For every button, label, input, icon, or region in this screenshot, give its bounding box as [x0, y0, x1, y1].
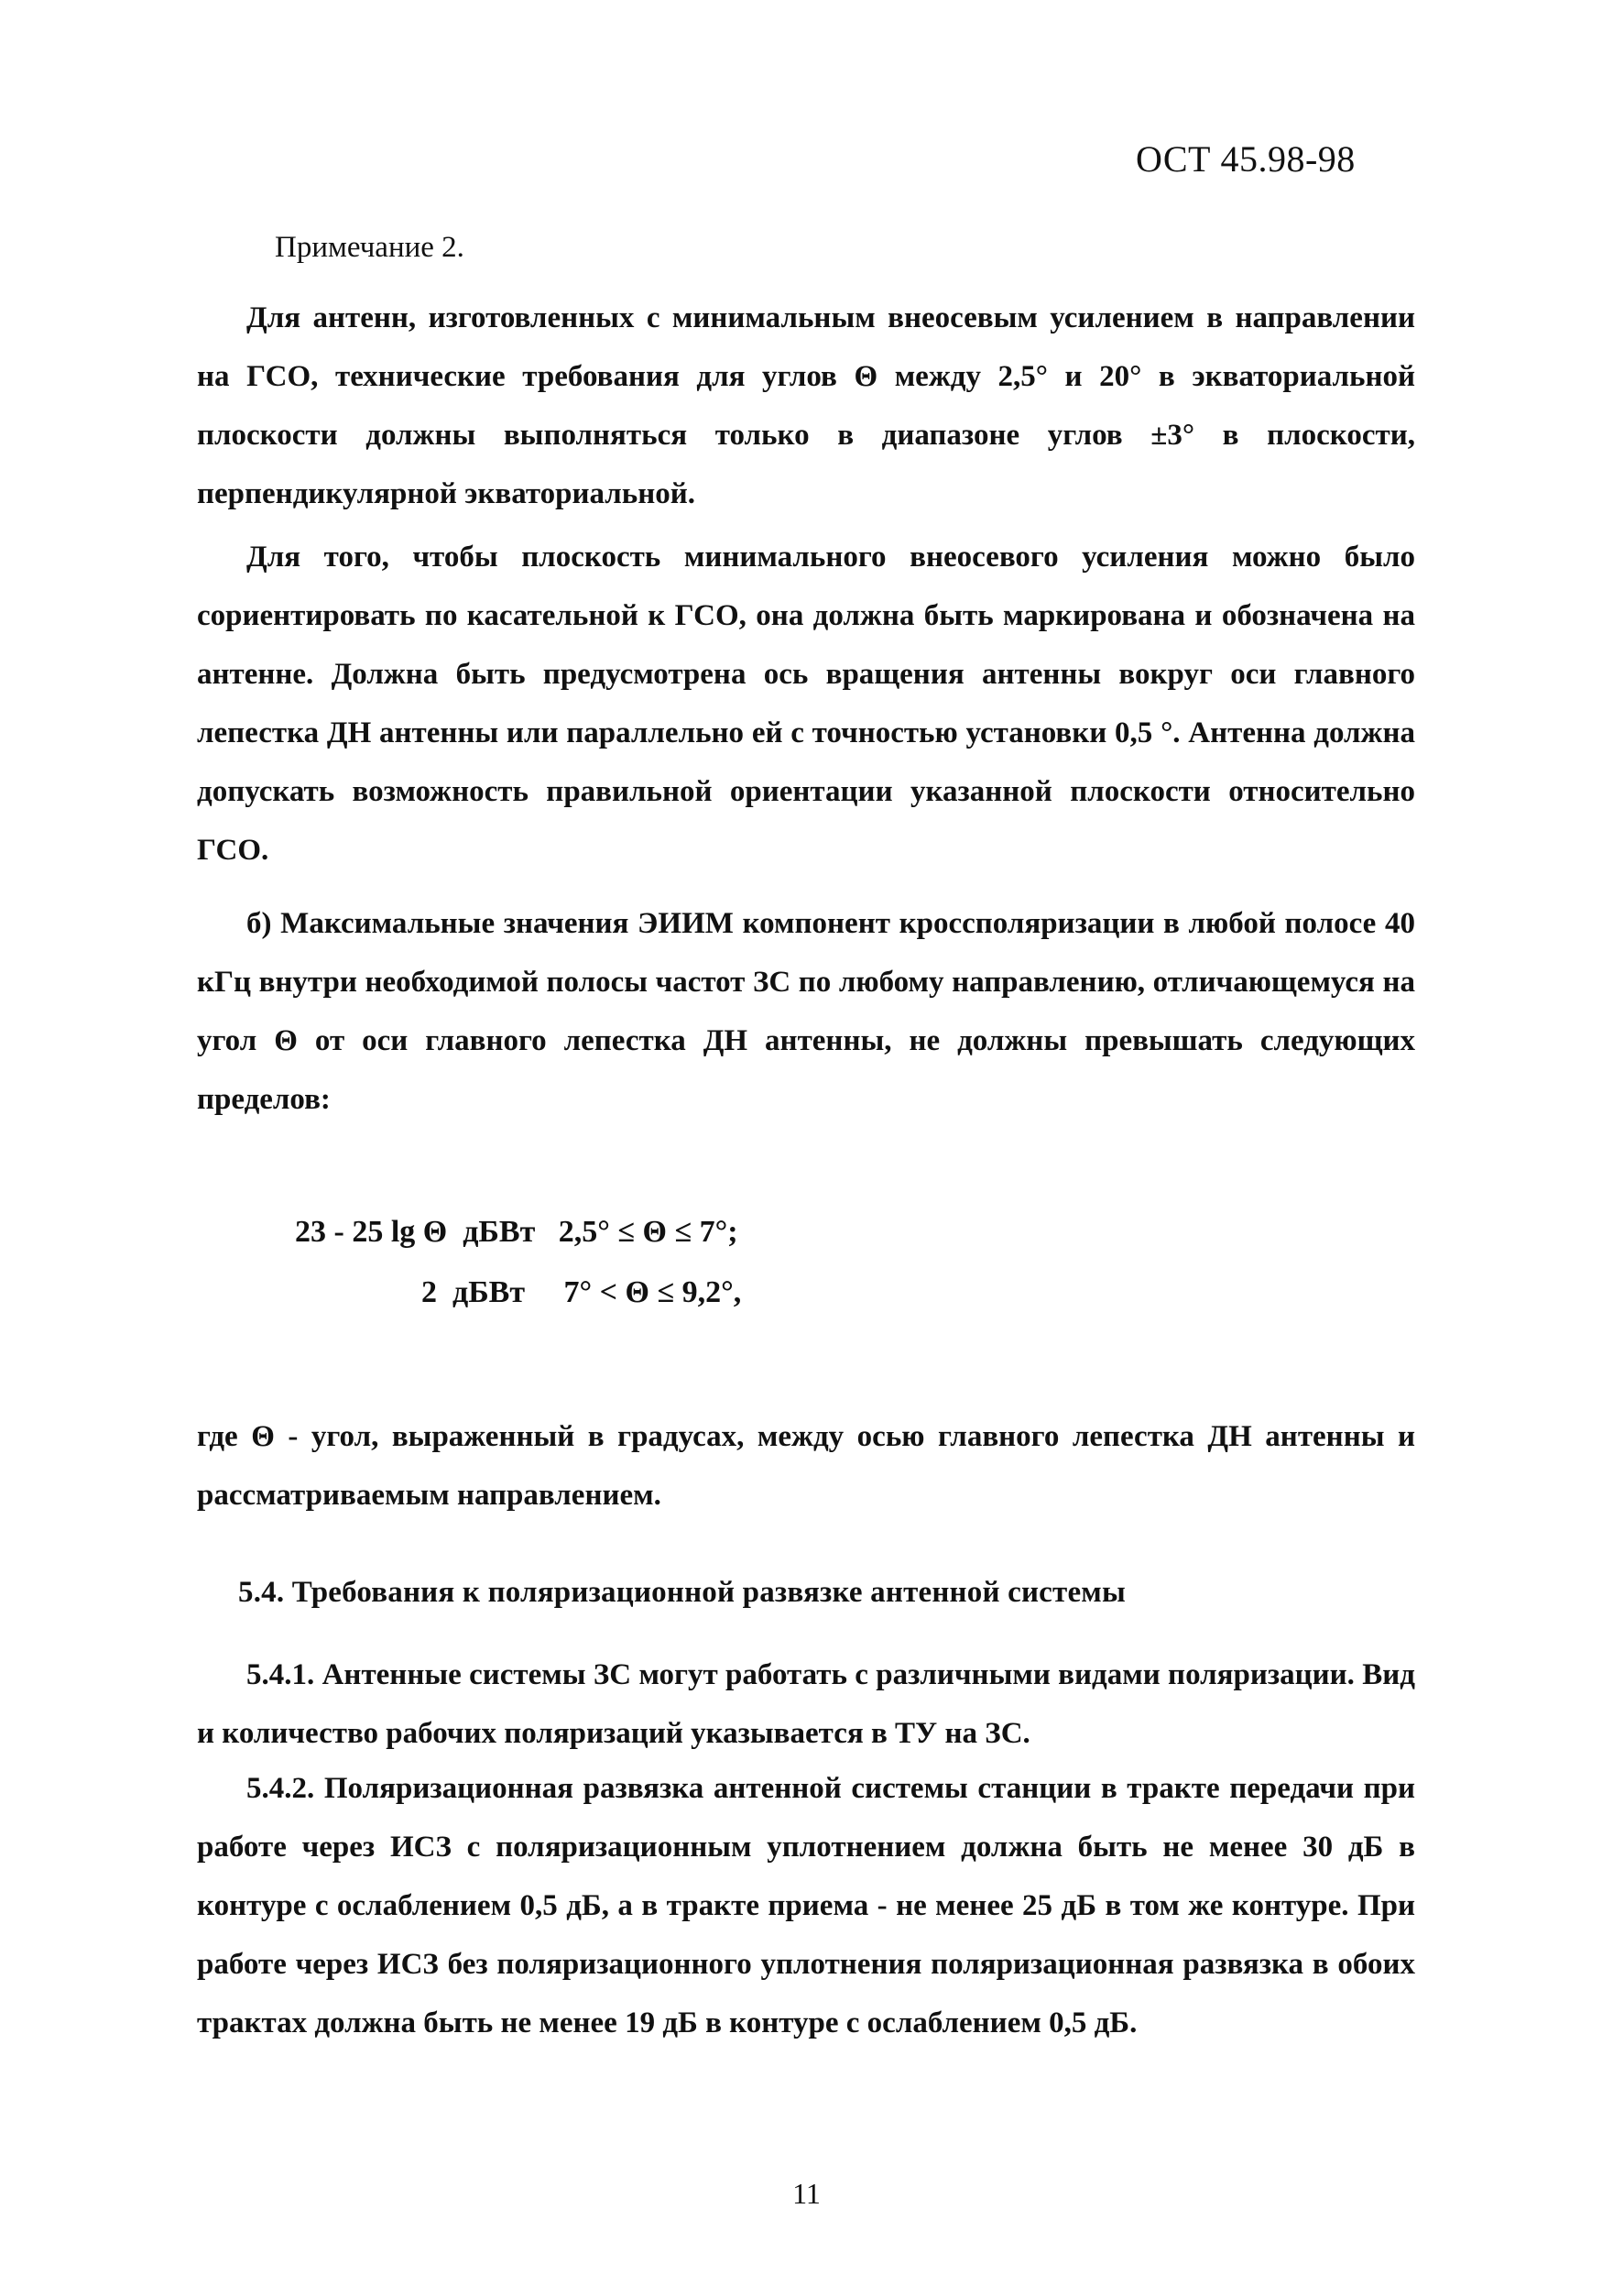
section-heading: 5.4. Требования к поляризационной развязке антенной системы: [238, 1576, 1126, 1609]
paragraph-5-4-2: 5.4.2. Поляризационная развязка антенной системы станции в тракте передачи при работе через ИСЗ с поляризационным уплотнением должна быть не менее 30 дБ в контуре с ослаблением 0,5 дБ, а в тракте приема - не менее 25 дБ в том же контуре. При работе через ИСЗ без поляризационного уплотнения поляризационная развязка в обоих трактах должна быть не менее 19 дБ в контуре с ослаблением 0,5 дБ.: [197, 1772, 1415, 2039]
note-paragraph-1: Для антенн, изготовленных с минимальным внеосевым усилением в направлении на ГСО, технические требования для углов Θ между 2,5° и 20° в экваториальной плоскости должны выполняться только в диапазоне углов ±3° в плоскости, перпендикулярной экваториальной.: [197, 301, 1415, 510]
item-b-paragraph: б) Максимальные значения ЭИИМ компонент кроссполяризации в любой полосе 40 кГц внутри необходимой полосы частот ЗС по любому направлению, отличающемуся на угол Θ от оси главного лепестка ДН антенны, не должны превышать следующих пределов:: [197, 907, 1415, 1116]
note-title: Примечание 2.: [275, 231, 464, 264]
formula-line-2: 2 дБВт 7° < Θ ≤ 9,2°,: [421, 1275, 742, 1309]
page-number: 11: [792, 2177, 821, 2210]
document-code: ОСТ 45.98-98: [1136, 138, 1356, 180]
formula-line-1: 23 - 25 lg Θ дБВт 2,5° ≤ Θ ≤ 7°;: [295, 1215, 738, 1249]
note-paragraph-2: Для того, чтобы плоскость минимального внеосевого усиления можно было сориентировать по касательной к ГСО, она должна быть маркирована и обозначена на антенне. Должна быть предусмотрена ось вращения антенны вокруг оси главного лепестка ДН антенны или параллельно ей с точностью установки 0,5 °. Антенна должна допускать возможность правильной ориентации указанной плоскости относительно ГСО.: [197, 541, 1415, 867]
paragraph-5-4-1: 5.4.1. Антенные системы ЗС могут работать с различными видами поляризации. Вид и количество рабочих поляризаций указывается в ТУ на ЗС.: [197, 1658, 1415, 1750]
where-paragraph: где Θ - угол, выраженный в градусах, между осью главного лепестка ДН антенны и рассматриваемым направлением.: [197, 1420, 1415, 1512]
